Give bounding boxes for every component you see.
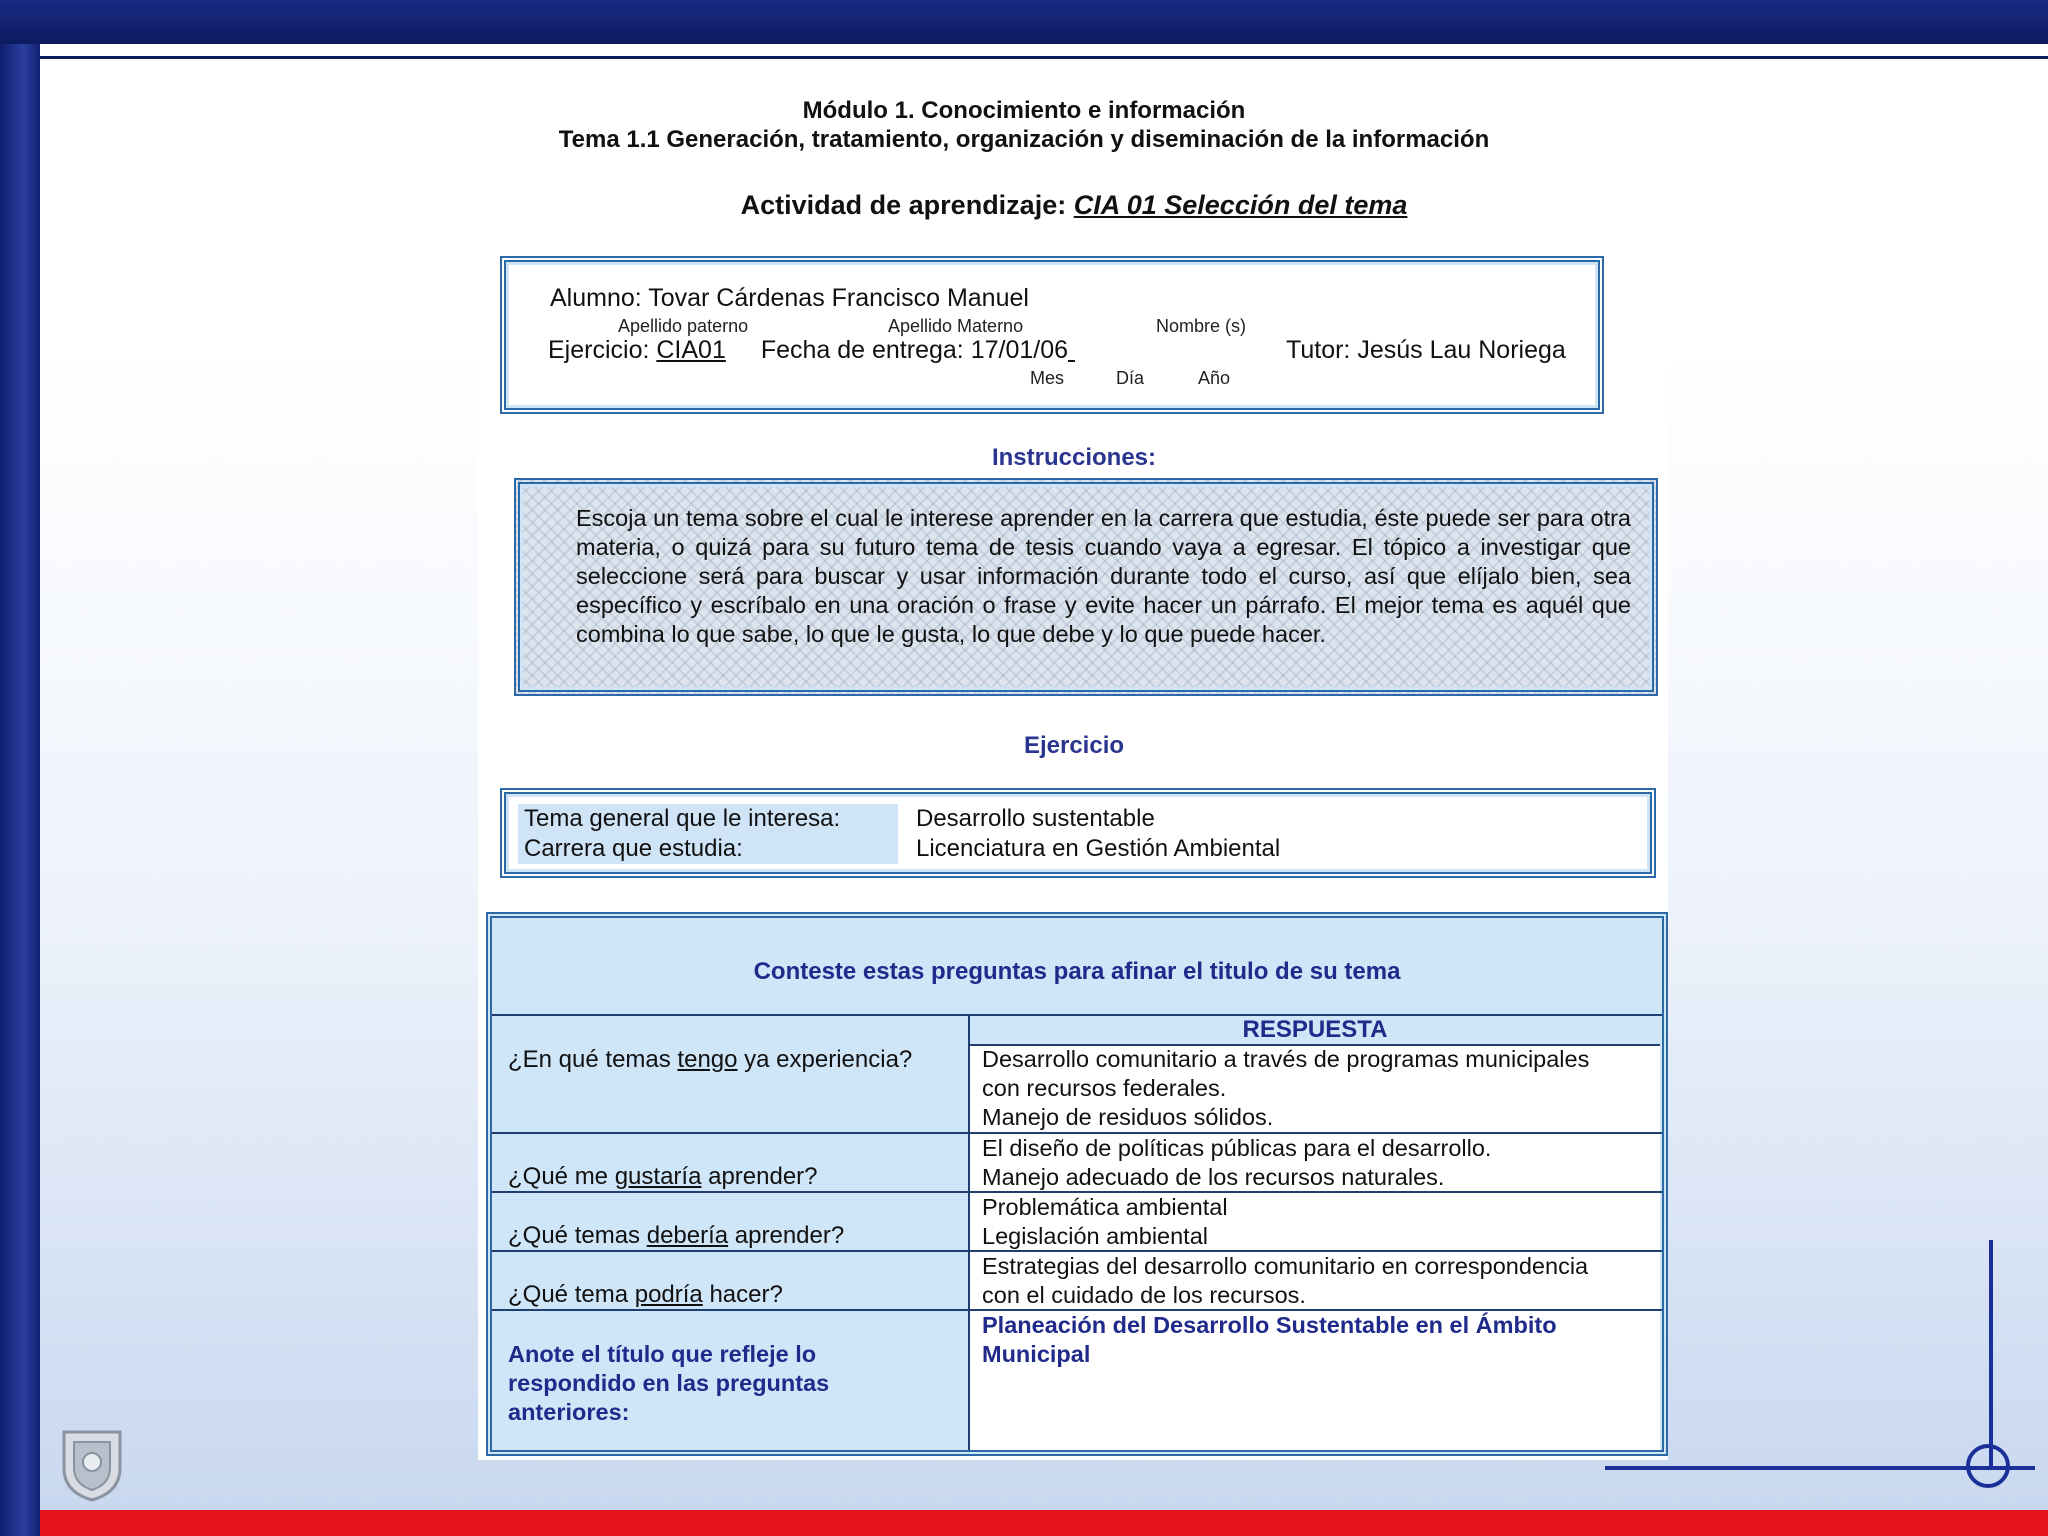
module-title: Módulo 1. Conocimiento e información — [802, 97, 1246, 124]
ejercicio-value: CIA01 — [656, 336, 726, 364]
top-divider-line — [40, 56, 2048, 59]
exercise-date-line — [548, 336, 1264, 365]
instructions-box — [514, 478, 1658, 696]
anio-caption: Año — [1198, 368, 1231, 388]
corner-circle-ornament — [1966, 1444, 2010, 1488]
alumno-label: Alumno: — [550, 284, 642, 312]
apellido-paterno-caption: Apellido paterno — [618, 316, 749, 336]
student-info-box — [500, 256, 1604, 414]
question-1: ¿En qué temas tengo ya experiencia? — [508, 1046, 913, 1073]
top-decorative-bar — [0, 0, 2048, 44]
exercise-topic-box — [500, 788, 1656, 878]
activity-value: CIA 01 Selección del tema — [1073, 190, 1408, 220]
activity-title — [0, 190, 2048, 221]
university-seal-icon — [56, 1422, 128, 1502]
mes-caption: Mes — [1030, 368, 1065, 388]
tutor-label: Tutor: — [1286, 336, 1351, 364]
ejercicio-label: Ejercicio: — [548, 336, 650, 364]
tutor-line — [1286, 336, 1566, 365]
question-2: ¿Qué me gustaría aprender? — [508, 1163, 818, 1190]
question-3: ¿Qué temas debería aprender? — [508, 1222, 845, 1249]
question-4: ¿Qué tema podría hacer? — [508, 1281, 783, 1308]
instructions-text: Escoja un tema sobre el cual le interese aprender en la carrera que estudia, éste puede ser para otra materia, o quizá para su futuro tema de tesis cuando vaya a egresar. El tópico a investigar que seleccione será para buscar y usar información durante todo el curso, así que elíjalo bien, sea específico y escríbalo en una oración o frase y evite hacer un párrafo. El mejor tema es aquél que combina lo que sabe, lo que le gusta, lo que debe y lo que puede hacer. — [576, 505, 1631, 647]
bottom-decorative-bar — [40, 1510, 2048, 1536]
exercise-heading: Ejercicio — [1023, 732, 1125, 759]
career-label: Carrera que estudia: — [518, 834, 898, 864]
answer-2: El diseño de políticas públicas para el desarrollo. Manejo adecuado de los recursos naturales. — [982, 1135, 1492, 1190]
student-name-line — [550, 284, 1029, 313]
fecha-value: 17/01/06 — [970, 336, 1069, 364]
alumno-value: Tovar Cárdenas Francisco Manuel — [648, 284, 1029, 312]
answer-3: Problemática ambiental Legislación ambiental — [982, 1194, 1228, 1249]
questions-heading: Conteste estas preguntas para afinar el titulo de su tema — [753, 958, 1401, 985]
career-value: Licenciatura en Gestión Ambiental — [916, 835, 1281, 862]
topic-value: Desarrollo sustentable — [916, 805, 1155, 832]
nombre-caption: Nombre (s) — [1156, 316, 1247, 336]
apellido-materno-caption: Apellido Materno — [888, 316, 1024, 336]
final-answer-title: Planeación del Desarrollo Sustentable en el Ámbito Municipal — [982, 1312, 1557, 1367]
questions-box — [486, 912, 1668, 1456]
topic-row — [518, 804, 1638, 834]
career-row — [518, 834, 1638, 864]
final-question: Anote el título que refleje lo respondido en las preguntas anteriores: — [508, 1341, 830, 1425]
activity-label: Actividad de aprendizaje: — [740, 190, 1067, 220]
table-line — [968, 1014, 970, 1450]
corner-vertical-line — [1989, 1240, 1993, 1468]
topic-label: Tema general que le interesa: — [518, 804, 898, 834]
response-header: RESPUESTA — [1242, 1016, 1388, 1043]
fecha-label: Fecha de entrega: — [760, 336, 964, 364]
left-decorative-bar — [0, 0, 40, 1536]
instructions-heading: Instrucciones: — [991, 444, 1157, 471]
answer-1: Desarrollo comunitario a través de programas municipales con recursos federales. Manejo de residuos sólidos. — [982, 1046, 1590, 1130]
tutor-value: Jesús Lau Noriega — [1357, 336, 1566, 364]
topic-title: Tema 1.1 Generación, tratamiento, organización y diseminación de la información — [558, 126, 1490, 153]
answer-4: Estrategias del desarrollo comunitario en correspondencia con el cuidado de los recursos. — [982, 1253, 1589, 1308]
table-line — [492, 1014, 1662, 1016]
dia-caption: Día — [1116, 368, 1145, 388]
